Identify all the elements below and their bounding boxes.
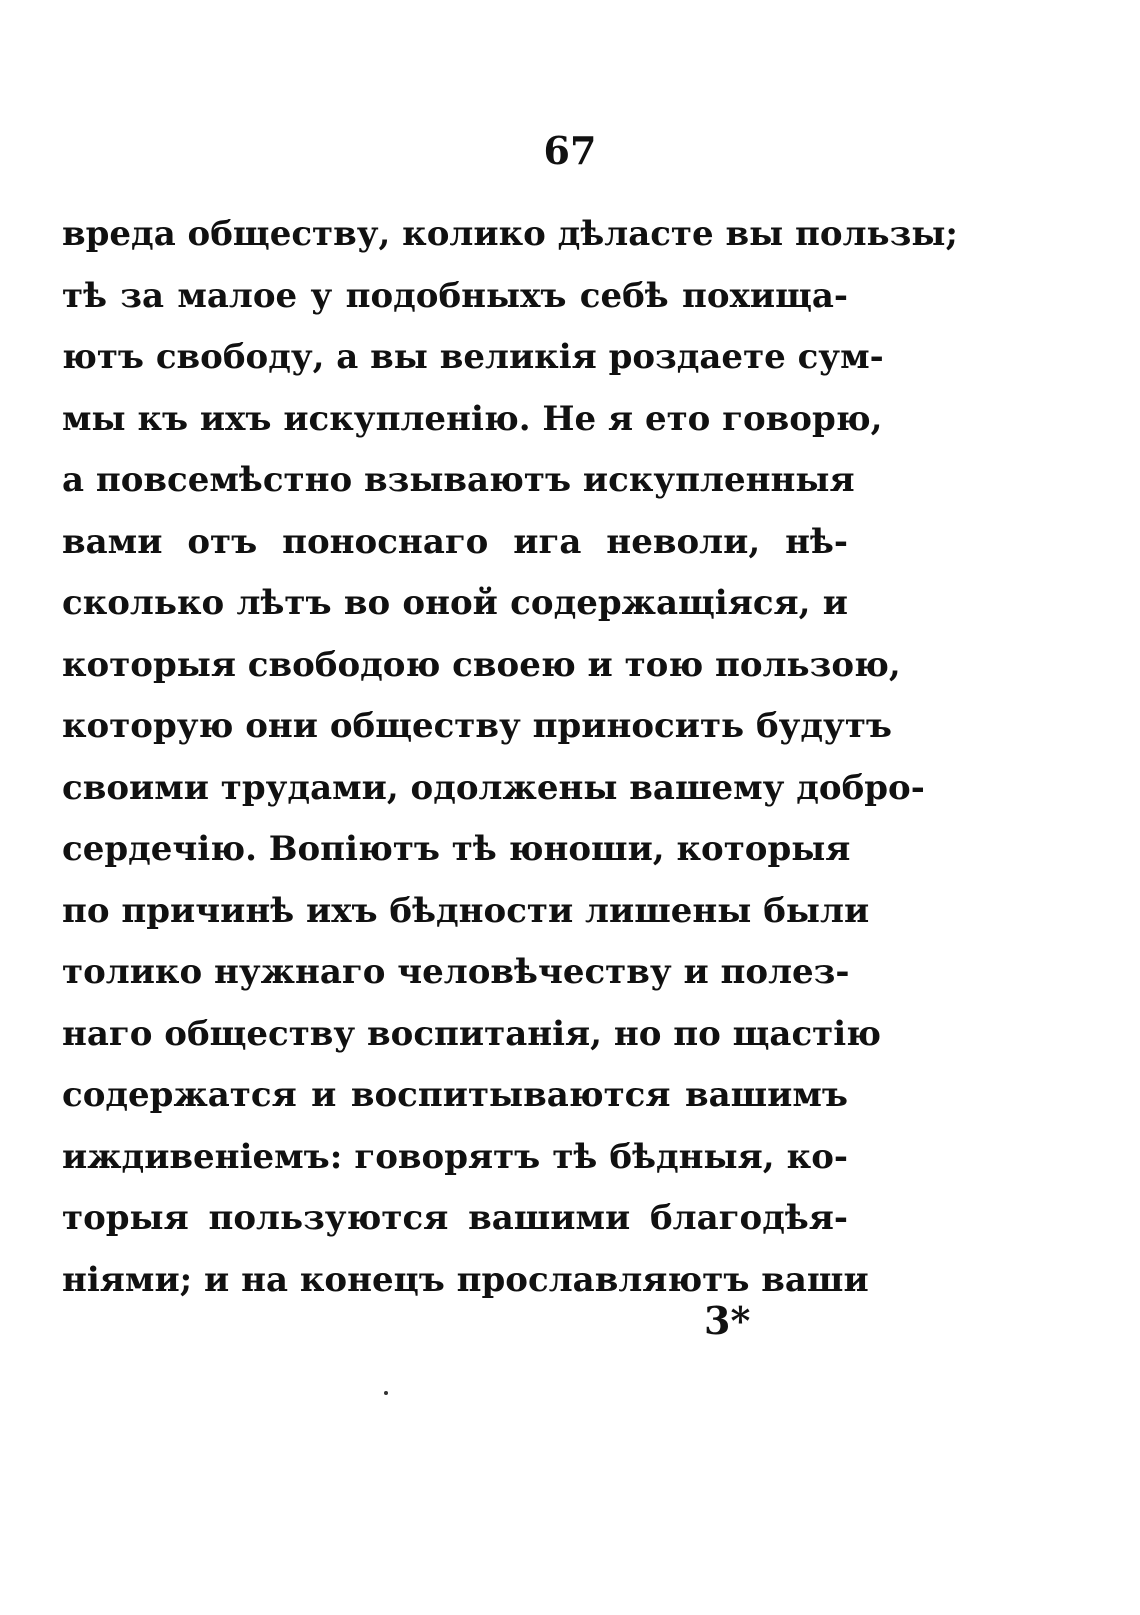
body-text: [62, 204, 958, 1311]
text-line: сердечію. Вопіютъ тѣ юноши, которыя: [62, 829, 851, 869]
text-line: ніями; и на конецъ прославляютъ ваши: [62, 1259, 869, 1300]
text-line: ютъ свободу, а вы великія роздаете сум-: [62, 337, 884, 377]
signature-mark: 3*: [704, 1298, 751, 1343]
text-line: содержатся и воспитываются вашимъ: [62, 1075, 848, 1115]
text-line: мы къ ихъ искупленію. Не я ето говорю,: [62, 398, 883, 439]
text-line: иждивеніемъ: говорятъ тѣ бѣдныя, ко-: [62, 1136, 848, 1177]
text-line: торыя пользуются вашими благодѣя-: [62, 1198, 848, 1238]
text-line: вреда обществу, колико дѣласте вы пользы;: [62, 214, 958, 254]
text-line: по причинѣ ихъ бѣдности лишены были: [62, 890, 870, 931]
text-line: которую они обществу приносить будутъ: [62, 706, 892, 746]
ink-speck: [384, 1391, 388, 1395]
text-line: сколько лѣтъ во оной содержащіяся, и: [62, 583, 848, 623]
text-line: своими трудами, одолжены вашему добро-: [62, 767, 925, 808]
text-line: наго обществу воспитанія, но по щастію: [62, 1013, 882, 1054]
text-line: толико нужнаго человѣчеству и полез-: [62, 952, 850, 992]
text-line: которыя свободою своею и тою пользою,: [62, 644, 901, 685]
text-line: вами отъ поноснаго ига неволи, нѣ-: [62, 521, 848, 562]
text-line: а повсемѣстно взываютъ искупленныя: [62, 460, 855, 500]
page-number: 67: [543, 128, 597, 173]
text-line: тѣ за малое у подобныхъ себѣ похища-: [62, 275, 848, 316]
